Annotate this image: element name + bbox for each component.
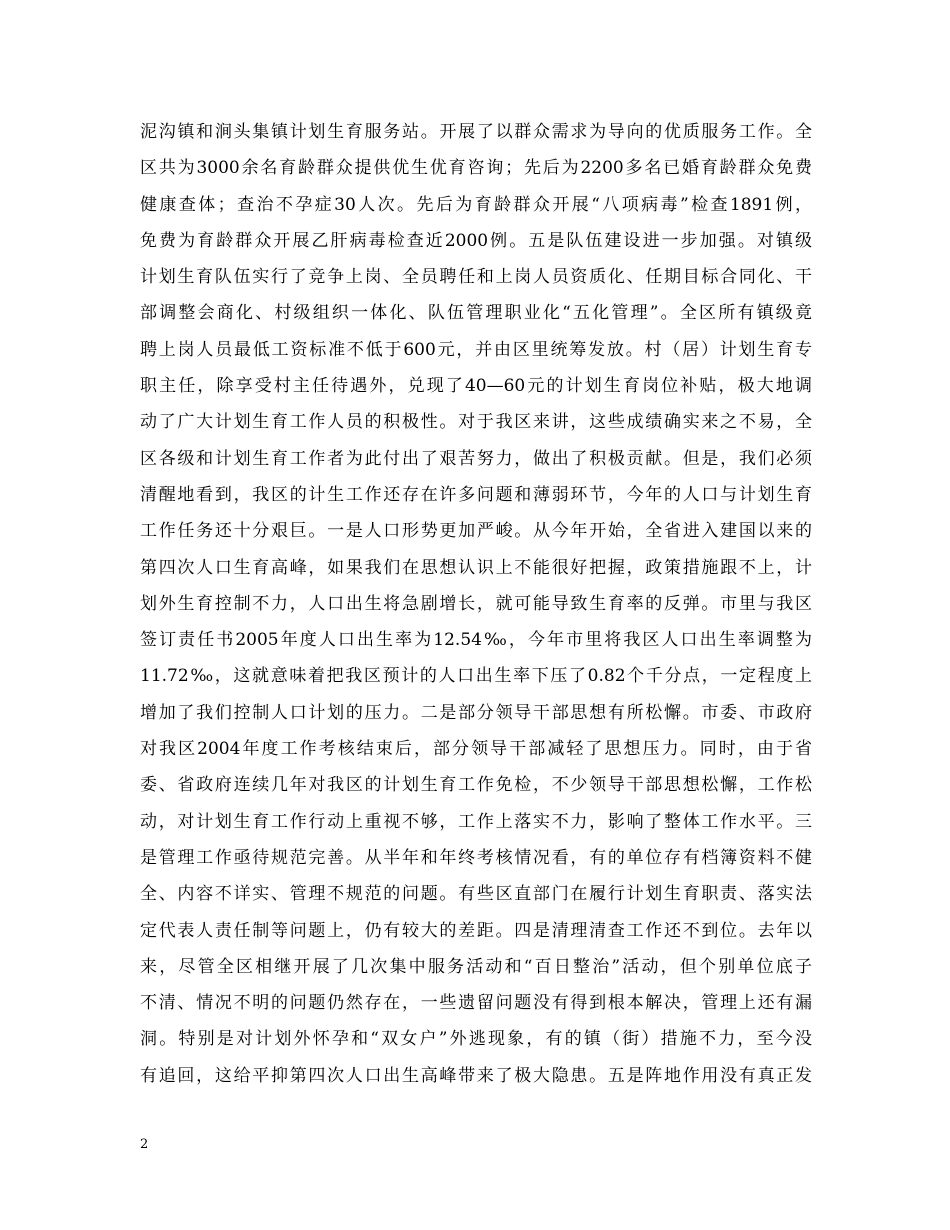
text-line: 洞。特别是对计划外怀孕和“双女户”外逃现象，有的镇（街）措施不力，至今没 [140,1029,812,1050]
text-line: 清醒地看到，我区的计生工作还存在许多问题和薄弱环节，今年的人口与计划生育 [140,484,812,505]
text-line: 有追回，这给平抑第四次人口出生高峰带来了极大隐患。五是阵地作用没有真正发 [140,1065,812,1086]
page-number: 2 [140,1137,149,1152]
text-line: 定代表人责任制等问题上，仍有较大的差距。四是清理清查工作还不到位。去年以 [140,920,812,941]
text-line: 不清、情况不明的问题仍然存在，一些遗留问题没有得到根本解决，管理上还有漏 [140,993,812,1014]
text-line: 免费为育龄群众开展乙肝病毒检查近2000例。五是队伍建设进一步加强。对镇级 [140,230,812,251]
text-line: 对我区2004年度工作考核结束后，部分领导干部减轻了思想压力。同时，由于省 [140,739,812,760]
text-line: 职主任，除享受村主任待遇外，兑现了40—60元的计划生育岗位补贴，极大地调 [140,376,812,397]
text-line: 区各级和计划生育工作者为此付出了艰苦努力，做出了积极贡献。但是，我们必须 [140,448,812,469]
text-line: 部调整会商化、村级组织一体化、队伍管理职业化“五化管理”。全区所有镇级竟 [140,303,812,324]
text-line: 委、省政府连续几年对我区的计划生育工作免检，不少领导干部思想松懈，工作松 [140,775,812,796]
text-line: 计划生育队伍实行了竞争上岗、全员聘任和上岗人员资质化、任期目标合同化、干 [140,267,812,288]
text-line: 划外生育控制不力，人口出生将急剧增长，就可能导致生育率的反弹。市里与我区 [140,593,812,614]
text-line: 动，对计划生育工作行动上重视不够，工作上落实不力，影响了整体工作水平。三 [140,811,812,832]
text-line: 聘上岗人员最低工资标准不低于600元，并由区里统筹发放。村（居）计划生育专 [140,339,812,360]
text-line: 来，尽管全区相继开展了几次集中服务活动和“百日整治”活动，但个别单位底子 [140,956,812,977]
text-line: 11.72‰，这就意味着把我区预计的人口出生率下压了0.82个千分点，一定程度上 [140,666,812,687]
text-line: 签订责任书2005年度人口出生率为12.54‰，今年市里将我区人口出生率调整为 [140,630,812,651]
body-text [140,114,812,1094]
text-line: 泥沟镇和涧头集镇计划生育服务站。开展了以群众需求为导向的优质服务工作。全 [140,122,812,142]
text-line: 工作任务还十分艰巨。一是人口形势更加严峻。从今年开始，全省进入建国以来的 [140,521,812,542]
text-line: 增加了我们控制人口计划的压力。二是部分领导干部思想有所松懈。市委、市政府 [140,702,812,723]
text-line: 第四次人口生育高峰，如果我们在思想认识上不能很好把握，政策措施跟不上，计 [140,557,812,578]
text-line: 是管理工作亟待规范完善。从半年和年终考核情况看，有的单位存有档簿资料不健 [140,847,812,868]
text-line: 全、内容不详实、管理不规范的问题。有些区直部门在履行计划生育职责、落实法 [140,884,812,905]
text-line: 区共为3000余名育龄群众提供优生优育咨询；先后为2200多名已婚育龄群众免费 [140,158,812,179]
text-line: 动了广大计划生育工作人员的积极性。对于我区来讲，这些成绩确实来之不易，全 [140,412,812,433]
text-line: 健康查体；查治不孕症30人次。先后为育龄群众开展“八项病毒”检查1891例， [140,194,812,215]
